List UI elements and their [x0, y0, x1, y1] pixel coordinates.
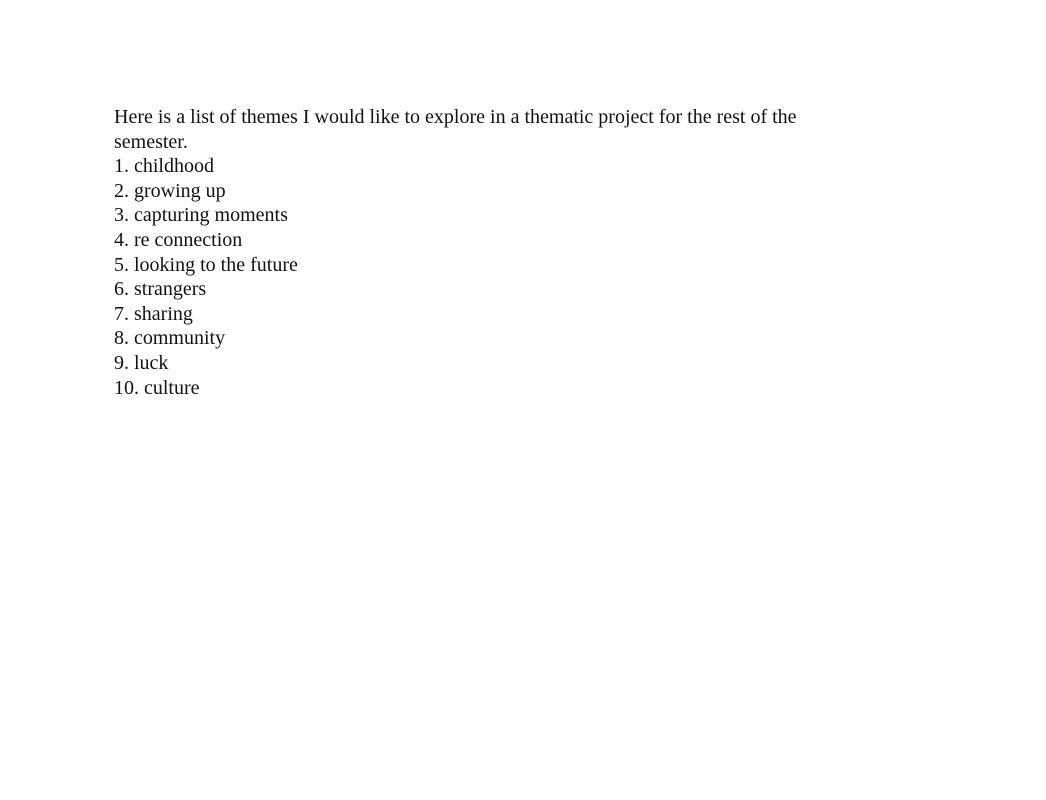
theme-list [114, 154, 834, 400]
list-item: 1. childhood [114, 155, 214, 178]
list-item: 6. strangers [114, 278, 207, 301]
list-item: 5. looking to the future [114, 253, 298, 276]
list-item: 2. growing up [114, 179, 226, 202]
list-item: 4. re connection [114, 228, 243, 251]
intro-paragraph: Here is a list of themes I would like to explore in a thematic project for the rest of the semester. [114, 106, 797, 153]
list-item: 8. community [114, 327, 226, 350]
document-body [114, 105, 834, 400]
list-item: 3. capturing moments [114, 204, 288, 227]
list-item: 9. luck [114, 351, 169, 374]
list-item: 10. culture [114, 376, 200, 399]
list-item: 7. sharing [114, 302, 193, 325]
